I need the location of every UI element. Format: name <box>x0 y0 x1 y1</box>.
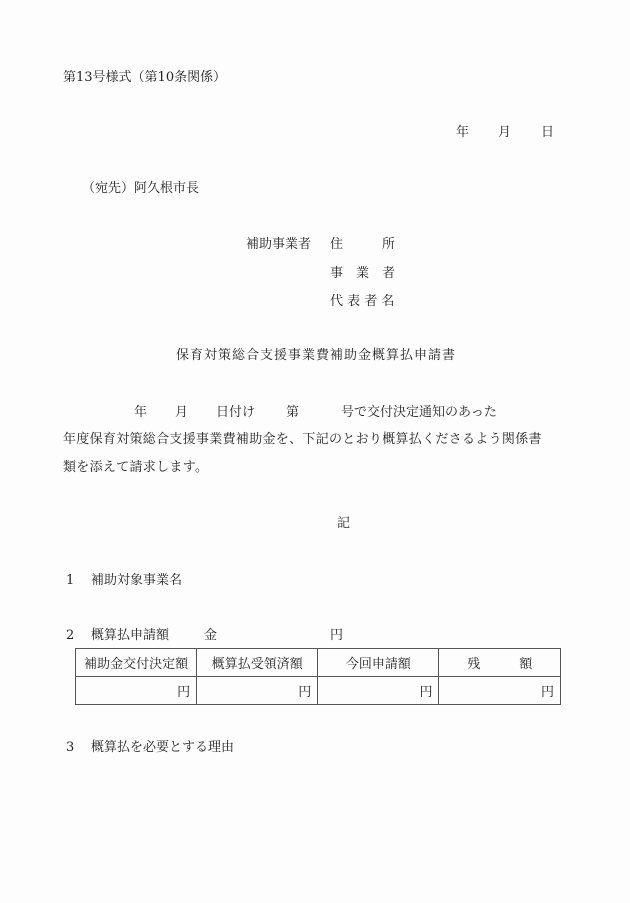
header-remaining: 残 額 <box>439 649 561 677</box>
current-request-cell[interactable]: 円 <box>318 677 439 705</box>
document-title: 保育対策総合支援事業費補助金概算払申請書 <box>176 348 457 363</box>
form-number: 第13号様式（第10条関係） <box>63 70 227 85</box>
header-current-request: 今回申請額 <box>318 649 439 677</box>
date-month-label: 月 <box>498 125 512 140</box>
body-line3: 類を添えて請求します。 <box>63 460 209 475</box>
item-number: 1 <box>66 573 75 588</box>
address-field-label: 住 所 <box>330 237 396 252</box>
representative-field-label: 代 表 者 名 <box>330 294 395 309</box>
addressee: （宛先）阿久根市長 <box>82 181 200 196</box>
body-line1-rest: 号で交付決定通知のあった <box>341 405 497 420</box>
table-header-row <box>76 649 561 677</box>
amount-suffix: 円 <box>330 628 344 643</box>
applicant-label: 補助事業者 <box>246 237 312 252</box>
header-decided-amount: 補助金交付決定額 <box>76 649 197 677</box>
date-year-label: 年 <box>456 125 470 140</box>
amount-table <box>75 648 561 705</box>
amount-prefix: 金 <box>204 628 218 643</box>
table-row <box>76 677 561 705</box>
body-year: 年 <box>134 405 148 420</box>
received-amount-cell[interactable]: 円 <box>197 677 318 705</box>
item-label: 補助対象事業名 <box>91 573 183 588</box>
remaining-cell[interactable]: 円 <box>439 677 561 705</box>
body-month: 月 <box>175 405 189 420</box>
business-field-label: 事 業 者 <box>330 266 396 281</box>
item-label: 概算払申請額 <box>91 628 170 643</box>
item-number: 2 <box>66 628 75 643</box>
ki-heading: 記 <box>337 516 351 531</box>
header-received-amount: 概算払受領済額 <box>197 649 318 677</box>
item-label: 概算払を必要とする理由 <box>91 740 235 755</box>
date-day-label: 日 <box>541 125 555 140</box>
body-number-prefix: 第 <box>286 405 300 420</box>
body-line2: 年度保育対策総合支援事業費補助金を、下記のとおり概算払くださるよう関係書 <box>63 432 542 447</box>
decided-amount-cell[interactable]: 円 <box>76 677 197 705</box>
item-number: 3 <box>66 740 75 755</box>
body-date-suffix: 日付け <box>216 405 256 420</box>
